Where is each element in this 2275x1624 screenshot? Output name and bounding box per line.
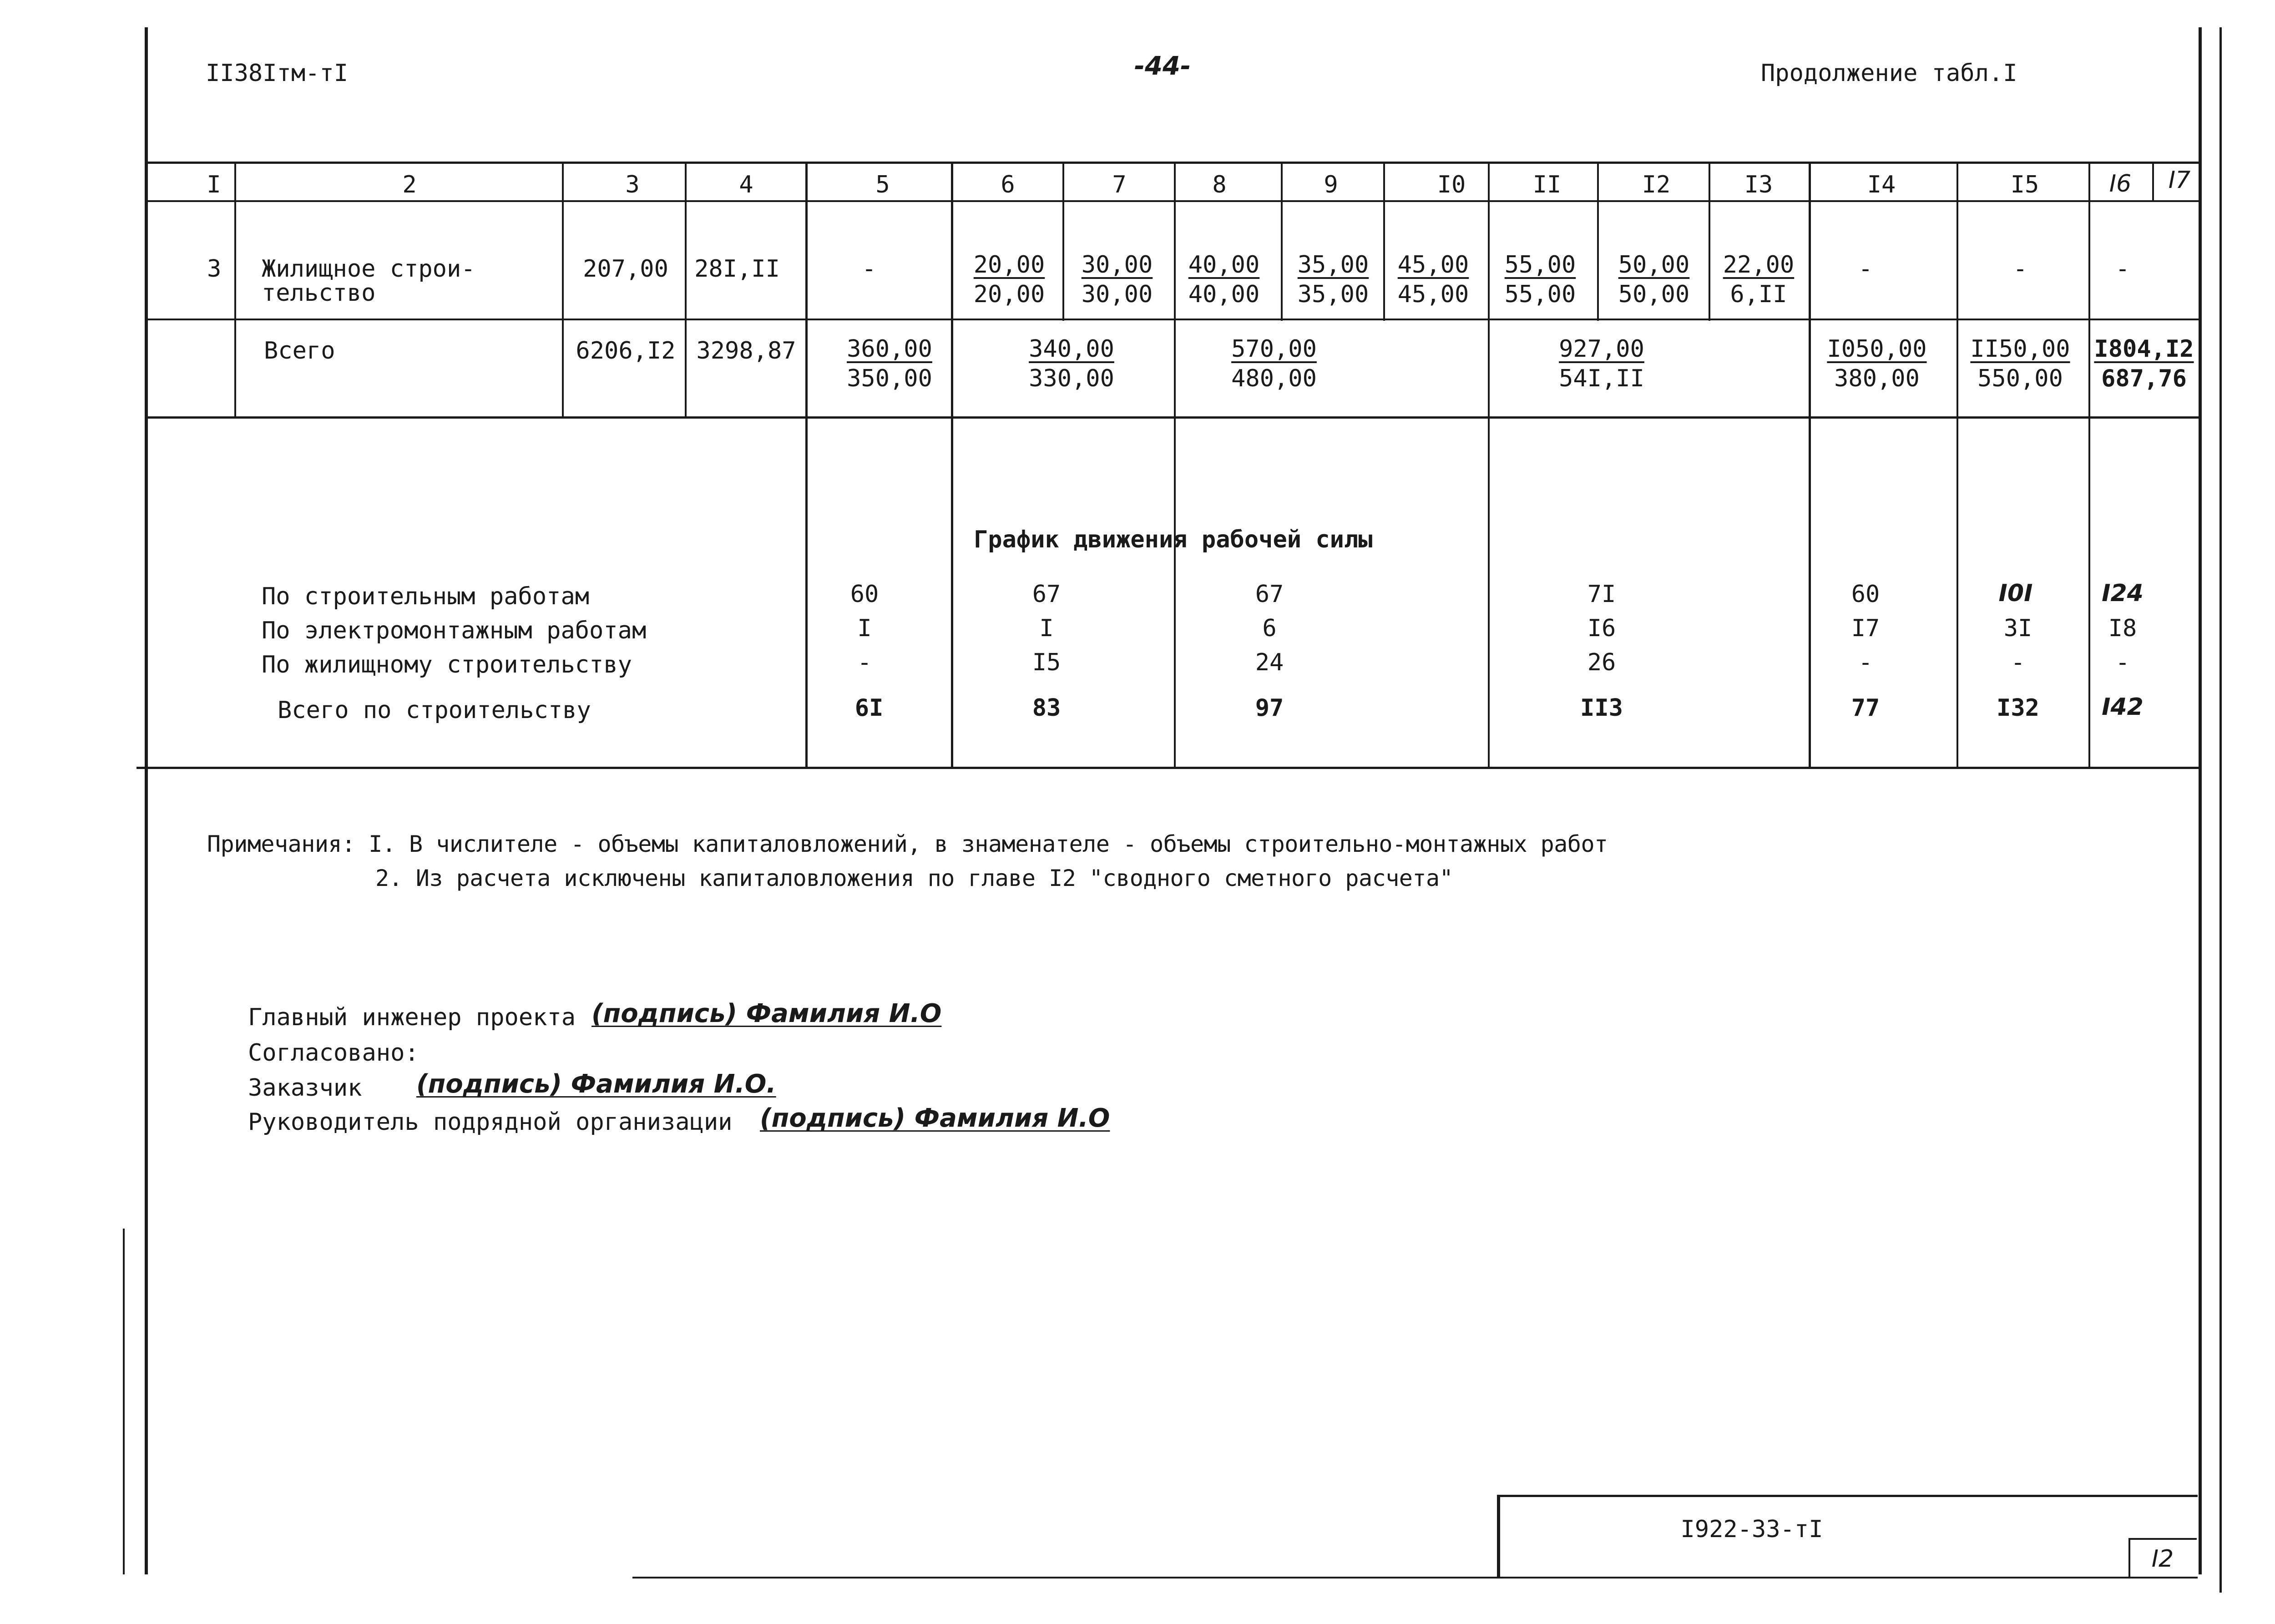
schedule-bottom-line	[136, 767, 2200, 769]
workforce-row3-label: По жилищному строительству	[262, 651, 632, 678]
col-num-14: I4	[1867, 171, 1896, 198]
contractor-label: Руководитель подрядной организации	[248, 1108, 733, 1136]
row3-col10-den: 45,00	[1397, 281, 1469, 308]
col-num-16: I6	[2109, 170, 2132, 197]
sheet-number: I2	[2151, 1545, 2174, 1573]
total-col16	[2094, 334, 2194, 394]
workforce-row3-c11: 26	[1587, 649, 1616, 676]
row3-col7-den: 30,00	[1081, 281, 1153, 308]
workforce-row2-c8: 6	[1262, 615, 1277, 642]
chief-engineer-signature: (подпись) Фамилия И.О	[592, 999, 942, 1028]
workforce-row2-c15: 3I	[2003, 615, 2032, 642]
row3-col9-den: 35,00	[1297, 281, 1369, 308]
row3-col10	[1398, 250, 1469, 309]
row3-col13	[1723, 250, 1795, 309]
workforce-total-c11: II3	[1580, 694, 1623, 722]
col-num-11: II	[1532, 171, 1562, 198]
total-col15-den: 550,00	[1977, 365, 2063, 392]
row3-col13-den: 6,II	[1730, 281, 1787, 308]
total-label: Всего	[264, 337, 335, 364]
agreed-label: Согласовано:	[248, 1039, 419, 1067]
continuation-label: Продолжение табл.I	[1761, 60, 2017, 87]
workforce-row3-c15: -	[2011, 649, 2025, 676]
row3-col11-den: 55,00	[1504, 281, 1576, 308]
workforce-row3-c14: -	[1858, 649, 1873, 676]
workforce-row1-c8: 67	[1255, 581, 1284, 608]
row3-col7-num: 30,00	[1081, 251, 1153, 278]
workforce-row2-c16: I8	[2108, 615, 2137, 642]
col-sep-11	[1597, 162, 1599, 321]
row3-col4: 28I,II	[694, 255, 780, 283]
total-col8-10	[1231, 334, 1317, 394]
total-col15-num: II50,00	[1970, 335, 2070, 363]
row3-col6-den: 20,00	[973, 281, 1045, 308]
row3-col6-num: 20,00	[973, 251, 1045, 278]
col-sep-5	[951, 162, 953, 767]
col-num-1: I	[207, 171, 221, 198]
col-sep-7	[1174, 162, 1176, 767]
workforce-row3-c5: -	[857, 649, 872, 676]
col-num-7: 7	[1112, 171, 1127, 198]
row3-number: 3	[207, 255, 222, 283]
page-number: -44-	[1134, 51, 1191, 81]
total-col3: 6206,I2	[576, 337, 676, 364]
row3-col15: -	[2013, 255, 2027, 283]
header-bottom-line	[145, 200, 2201, 202]
col-sep-12	[1709, 162, 1710, 321]
note-line-2: 2. Из расчета исключены капиталовложения по главе I2 "сводного сметного расчета"	[375, 865, 1453, 891]
total-col6-7	[1029, 334, 1114, 394]
col-num-5: 5	[875, 171, 890, 198]
row3-col6	[974, 250, 1045, 309]
table-top-line	[145, 162, 2201, 164]
workforce-row1-c11: 7I	[1587, 581, 1616, 608]
workforce-row1-c14: 60	[1851, 581, 1880, 608]
workforce-total-c5: 6I	[854, 694, 884, 722]
row3-col11-num: 55,00	[1504, 251, 1576, 278]
total-col11-13-den: 54I,II	[1559, 365, 1644, 392]
col-num-13: I3	[1744, 171, 1773, 198]
row3-col16: -	[2115, 255, 2130, 283]
workforce-row1-c15: I0I	[1998, 580, 2033, 607]
total-col15	[1970, 334, 2070, 394]
title-block	[1497, 1495, 2198, 1577]
row3-col8-num: 40,00	[1188, 251, 1260, 278]
workforce-row3-c16: -	[2115, 649, 2130, 676]
title-block-code: I922-33-тI	[1680, 1516, 1823, 1543]
workforce-row1-label: По строительным работам	[262, 583, 590, 610]
workforce-row2-label: По электромонтажным работам	[262, 617, 647, 644]
workforce-total-label: Всего по строительству	[278, 697, 591, 724]
row3-col8-den: 40,00	[1188, 281, 1260, 308]
workforce-row2-c11: I6	[1587, 615, 1616, 642]
total-col4: 3298,87	[696, 337, 796, 364]
col-sep-14	[1956, 162, 1958, 767]
workforce-row2-c14: I7	[1851, 615, 1880, 642]
workforce-row2-c6: I	[1039, 615, 1054, 642]
row3-col7	[1082, 250, 1153, 309]
col-sep-13	[1809, 162, 1811, 767]
total-col5-num: 360,00	[847, 335, 932, 363]
row3-col12	[1618, 250, 1690, 309]
row3-col9-num: 35,00	[1297, 251, 1369, 278]
workforce-row3-c8: 24	[1255, 649, 1284, 676]
total-col8-10-den: 480,00	[1231, 365, 1317, 392]
row3-col8	[1188, 250, 1260, 309]
col-sep-15	[2088, 162, 2090, 767]
row3-col11	[1505, 250, 1576, 309]
col-num-12: I2	[1642, 171, 1671, 198]
col-num-4: 4	[739, 171, 753, 198]
col-num-8: 8	[1212, 171, 1227, 198]
col-sep-2	[562, 162, 564, 416]
total-col16-num: I804,I2	[2094, 335, 2194, 363]
col-sep-9	[1383, 162, 1385, 321]
col-sep-8	[1281, 162, 1283, 321]
row3-col12-den: 50,00	[1618, 281, 1690, 308]
col-num-9: 9	[1324, 171, 1338, 198]
total-col6-7-den: 330,00	[1029, 365, 1114, 392]
col-num-10: I0	[1437, 171, 1466, 198]
workforce-total-c15: I32	[1997, 694, 2039, 722]
row3-bottom-line	[145, 319, 2201, 320]
col-num-2: 2	[402, 171, 417, 198]
workforce-row2-c5: I	[857, 615, 872, 642]
left-frame-line	[145, 27, 148, 1574]
total-col5-den: 350,00	[847, 365, 932, 392]
col-num-17: I7	[2168, 167, 2191, 194]
note-line-1: Примечания: I. В числителе - объемы капиталовложений, в знаменателе - объемы строительно-монтажных работ	[207, 831, 1608, 857]
workforce-total-c8: 97	[1255, 694, 1284, 722]
total-col6-7-num: 340,00	[1029, 335, 1114, 363]
col-num-6: 6	[1001, 171, 1015, 198]
left-edge-line	[123, 1229, 125, 1574]
right-edge-line	[2219, 27, 2222, 1593]
contractor-signature: (подпись) Фамилия И.О	[760, 1103, 1110, 1133]
customer-signature: (подпись) Фамилия И.О.	[416, 1069, 776, 1099]
workforce-row1-c16: I24	[2102, 580, 2144, 607]
doc-code: II38Iтм-тI	[206, 60, 349, 87]
customer-label: Заказчик	[248, 1074, 362, 1102]
col-num-15: I5	[2010, 171, 2039, 198]
total-bottom-line	[145, 416, 2201, 419]
col-sep-1	[234, 162, 236, 416]
row3-col10-num: 45,00	[1397, 251, 1469, 278]
total-col14-den: 380,00	[1834, 365, 1920, 392]
row3-col12-num: 50,00	[1618, 251, 1690, 278]
row3-name-line1: Жилищное строи-	[262, 255, 475, 283]
total-col14-num: I050,00	[1827, 335, 1927, 363]
col-num-3: 3	[625, 171, 640, 198]
col-sep-4	[805, 162, 808, 767]
workforce-row1-c5: 60	[850, 581, 879, 608]
chief-engineer-label: Главный инженер проекта	[248, 1004, 576, 1031]
col-sep-6	[1062, 162, 1064, 321]
total-col11-13	[1559, 334, 1644, 394]
row3-name-line2: тельство	[262, 279, 376, 307]
workforce-total-c6: 83	[1032, 694, 1061, 722]
total-col14	[1827, 334, 1926, 394]
total-col16-den: 687,76	[2101, 365, 2187, 392]
right-frame-line	[2199, 27, 2202, 1574]
col-sep-16	[2152, 162, 2154, 200]
col-sep-3	[685, 162, 687, 416]
row3-col14: -	[1858, 255, 1873, 283]
workforce-title: График движения рабочей силы	[974, 526, 1373, 553]
total-col5	[847, 334, 932, 394]
workforce-row3-c6: I5	[1032, 649, 1061, 676]
total-col11-13-num: 927,00	[1559, 335, 1644, 363]
row3-col3: 207,00	[583, 255, 668, 283]
row3-col13-num: 22,00	[1723, 251, 1795, 278]
workforce-row1-c6: 67	[1032, 581, 1061, 608]
col-sep-10	[1488, 162, 1490, 767]
total-col8-10-num: 570,00	[1231, 335, 1317, 363]
bottom-frame-line	[632, 1577, 2198, 1578]
row3-col9	[1298, 250, 1369, 309]
workforce-total-c14: 77	[1851, 694, 1880, 722]
workforce-total-c16: I42	[2102, 693, 2144, 721]
row3-col5: -	[862, 255, 876, 283]
